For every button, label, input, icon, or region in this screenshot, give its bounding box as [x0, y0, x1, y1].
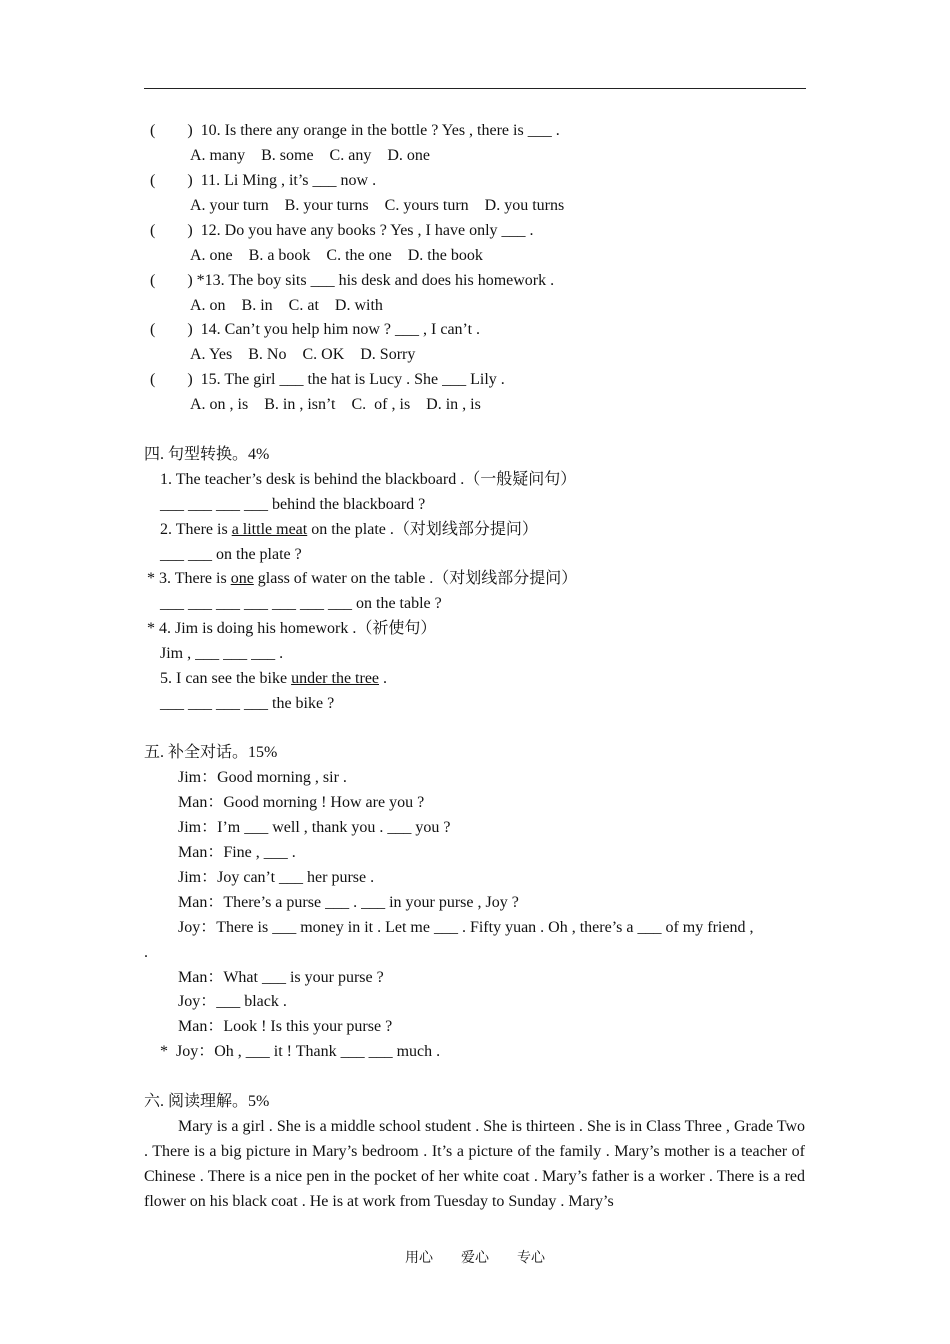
dialogue-line: Man：There’s a purse ___ . ___ in your purse , Joy ? [178, 894, 519, 911]
transform-answer-5: ___ ___ ___ ___ the bike ? [160, 695, 335, 712]
dialogue-line: * Joy：Oh , ___ it ! Thank ___ ___ much . [160, 1043, 441, 1060]
transform-answer-4: Jim , ___ ___ ___ . [160, 645, 284, 662]
dialogue-line: Jim：Joy can’t ___ her purse . [178, 869, 375, 886]
dialogue-line: . [144, 944, 148, 961]
dialogue-line: Man：Look ! Is this your purse ? [178, 1018, 393, 1035]
page-footer: 用心 爱心 专心 [405, 1251, 545, 1266]
question-15: ( ) 15. The girl ___ the hat is Lucy . She ___ Lily . [150, 371, 505, 388]
transform-question-1: 1. The teacher’s desk is behind the blackboard .（一般疑问句） [160, 471, 577, 488]
section-5-title: 五. 补全对话。15% [144, 744, 278, 761]
section-4-title: 四. 句型转换。4% [144, 446, 270, 463]
question-10: ( ) 10. Is there any orange in the bottle ? Yes , there is ___ . [150, 122, 560, 139]
transform-answer-2: ___ ___ on the plate ? [160, 546, 302, 563]
options-11: A. your turn B. your turns C. yours turn D. you turns [190, 197, 565, 214]
options-10: A. many B. some C. any D. one [190, 147, 430, 164]
header-rule [144, 88, 806, 89]
options-12: A. one B. a book C. the one D. the book [190, 247, 483, 264]
underlined-phrase: under the tree [291, 670, 380, 687]
reading-passage: Mary is a girl . She is a middle school student . She is thirteen . She is in Class Three , Grade Two . There is a big picture in Mary’s bedroom . It’s a picture of the family . Mary’s mother is a teacher of Chinese . There is a nice pen in the pocket of her white coat . Mary’s father is a worker . There is a red flower on his black coat . He is at work from Tuesday to Sunday . Mary’s [144, 1118, 805, 1210]
options-14: A. Yes B. No C. OK D. Sorry [190, 346, 416, 363]
dialogue-line: Joy：___ black . [178, 993, 287, 1010]
section-6-title: 六. 阅读理解。5% [144, 1093, 270, 1110]
question-11: ( ) 11. Li Ming , it’s ___ now . [150, 172, 377, 189]
dialogue-line: Man：Good morning ! How are you ? [178, 794, 425, 811]
transform-question-2: 2. There is a little meat on the plate .（对划线部分提问） [160, 521, 538, 538]
underlined-phrase: a little meat [231, 521, 308, 538]
underlined-phrase: one [230, 570, 254, 587]
dialogue-line: Joy：There is ___ money in it . Let me ___ . Fifty yuan . Oh , there’s a ___ of my friend , [178, 919, 754, 936]
options-15: A. on , is B. in , isn’t C. of , is D. in , is [190, 396, 481, 413]
dialogue-line: Jim：I’m ___ well , thank you . ___ you ? [178, 819, 451, 836]
transform-question-3: * 3. There is one glass of water on the table .（对划线部分提问） [147, 570, 578, 587]
transform-question-4: * 4. Jim is doing his homework .（祈使句） [147, 620, 437, 637]
transform-question-5: 5. I can see the bike under the tree . [160, 670, 388, 687]
question-14: ( ) 14. Can’t you help him now ? ___ , I can’t . [150, 321, 481, 338]
question-13: ( ) *13. The boy sits ___ his desk and does his homework . [150, 272, 555, 289]
options-13: A. on B. in C. at D. with [190, 297, 383, 314]
transform-answer-3: ___ ___ ___ ___ ___ ___ ___ on the table ? [160, 595, 442, 612]
dialogue-line: Man：Fine , ___ . [178, 844, 296, 861]
question-12: ( ) 12. Do you have any books ? Yes , I have only ___ . [150, 222, 534, 239]
dialogue-line: Man：What ___ is your purse ? [178, 969, 384, 986]
transform-answer-1: ___ ___ ___ ___ behind the blackboard ? [160, 496, 426, 513]
dialogue-line: Jim：Good morning , sir . [178, 769, 347, 786]
